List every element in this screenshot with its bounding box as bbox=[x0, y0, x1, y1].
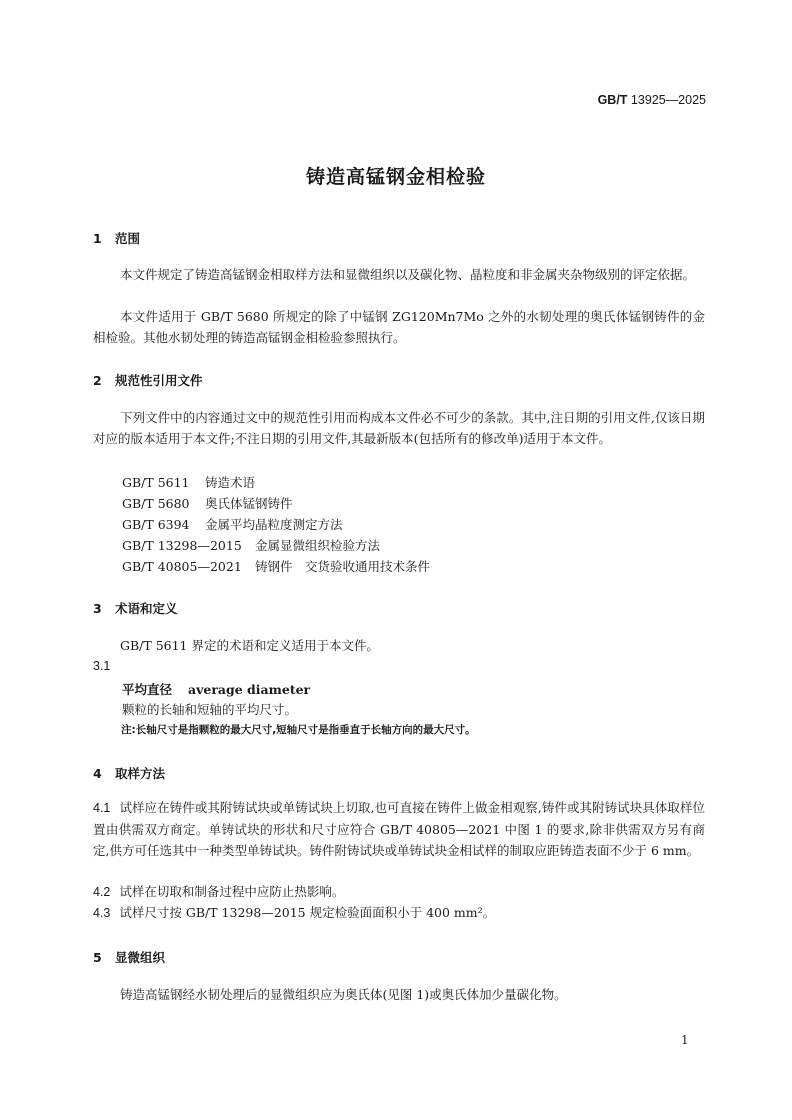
page-title: 铸造高锰钢金相检验 bbox=[305, 166, 486, 188]
reference-name: 奥氏体锰钢铸件 bbox=[205, 496, 293, 511]
term-number: 3.1 bbox=[93, 659, 111, 673]
section-number: 1 bbox=[93, 231, 102, 246]
reference-code: GB/T 5680 bbox=[122, 496, 190, 511]
clause-number: 4.3 bbox=[93, 906, 111, 920]
section-1-heading bbox=[93, 229, 140, 247]
paragraph: GB/T 5611 界定的术语和定义适用于本文件。 bbox=[120, 638, 379, 653]
section-title: 显微组织 bbox=[115, 950, 166, 965]
reference-item bbox=[122, 494, 293, 512]
term-note: 注:长轴尺寸是指颗粒的最大尺寸,短轴尺寸是指垂直于长轴方向的最大尺寸。 bbox=[121, 724, 476, 736]
section-number: 5 bbox=[93, 950, 102, 965]
reference-code: GB/T 6394 bbox=[122, 517, 190, 532]
section-2-heading bbox=[93, 371, 203, 389]
std-prefix: GB/T bbox=[597, 93, 628, 107]
reference-name: 铸钢件 交货验收通用技术条件 bbox=[255, 559, 431, 574]
reference-code: GB/T 40805—2021 bbox=[122, 559, 242, 574]
clause-4-2 bbox=[93, 881, 705, 903]
section-number: 3 bbox=[93, 601, 102, 616]
section-5-heading bbox=[93, 948, 165, 966]
reference-item bbox=[122, 536, 380, 554]
reference-item bbox=[122, 515, 343, 533]
clause-number: 4.1 bbox=[93, 801, 111, 815]
paragraph: 本文件规定了铸造高锰钢金相取样方法和显微组织以及碳化物、晶粒度和非金属夹杂物级别的评定依据。 bbox=[120, 267, 696, 282]
clause-text: 试样应在铸件或其附铸试块或单铸试块上切取,也可直接在铸件上做金相观察,铸件或其附铸试块具体取样位置由供需双方商定。单铸试块的形状和尺寸应符合 GB/T 40805—2021 中图 1 的要求,除非供需双方另有商定,供方可任选其中一种类型单铸试块。铸件附铸试块或单铸试块金相试样的制取应距铸造表面不少于 6 mm。 bbox=[93, 800, 705, 858]
paragraph: 铸造高锰钢经水韧处理后的显微组织应为奥氏体(见图 1)或奥氏体加少量碳化物。 bbox=[120, 987, 567, 1002]
clause-text: 试样尺寸按 GB/T 13298—2015 规定检验面面积小于 400 mm²。 bbox=[119, 905, 496, 920]
clause-number: 4.2 bbox=[93, 885, 111, 899]
page-number: 1 bbox=[681, 1033, 689, 1047]
section-title: 范围 bbox=[115, 231, 141, 246]
standard-number-header bbox=[0, 93, 706, 107]
section-number: 2 bbox=[93, 373, 102, 388]
reference-name: 铸造术语 bbox=[205, 475, 256, 490]
reference-name: 金属显微组织检验方法 bbox=[255, 538, 381, 553]
clause-4-1 bbox=[93, 797, 705, 861]
reference-item bbox=[122, 557, 430, 575]
section-number: 4 bbox=[93, 766, 102, 781]
clause-4-3 bbox=[93, 902, 705, 924]
term-english: average diameter bbox=[188, 682, 311, 697]
reference-item bbox=[122, 473, 255, 491]
section-title: 规范性引用文件 bbox=[115, 373, 203, 388]
section-4-heading bbox=[93, 764, 165, 782]
section-title: 取样方法 bbox=[115, 766, 166, 781]
reference-code: GB/T 5611 bbox=[122, 475, 190, 490]
clause-text: 试样在切取和制备过程中应防止热影响。 bbox=[119, 884, 345, 899]
paragraph: 下列文件中的内容通过文中的规范性引用而构成本文件必不可少的条款。其中,注日期的引用文件,仅该日期对应的版本适用于本文件;不注日期的引用文件,其最新版本(包括所有的修改单)适用于本文件。 bbox=[93, 410, 705, 446]
reference-code: GB/T 13298—2015 bbox=[122, 538, 242, 553]
std-number: 13925—2025 bbox=[630, 93, 706, 107]
term-entry bbox=[122, 680, 310, 698]
reference-name: 金属平均晶粒度测定方法 bbox=[205, 517, 343, 532]
term-chinese: 平均直径 bbox=[122, 682, 173, 697]
section-3-heading bbox=[93, 599, 178, 617]
paragraph: 本文件适用于 GB/T 5680 所规定的除了中锰钢 ZG120Mn7Mo 之外的水韧处理的奥氏体锰钢铸件的金相检验。其他水韧处理的铸造高锰钢金相检验参照执行。 bbox=[93, 309, 705, 345]
term-definition: 颗粒的长轴和短轴的平均尺寸。 bbox=[122, 702, 298, 717]
section-title: 术语和定义 bbox=[115, 601, 178, 616]
